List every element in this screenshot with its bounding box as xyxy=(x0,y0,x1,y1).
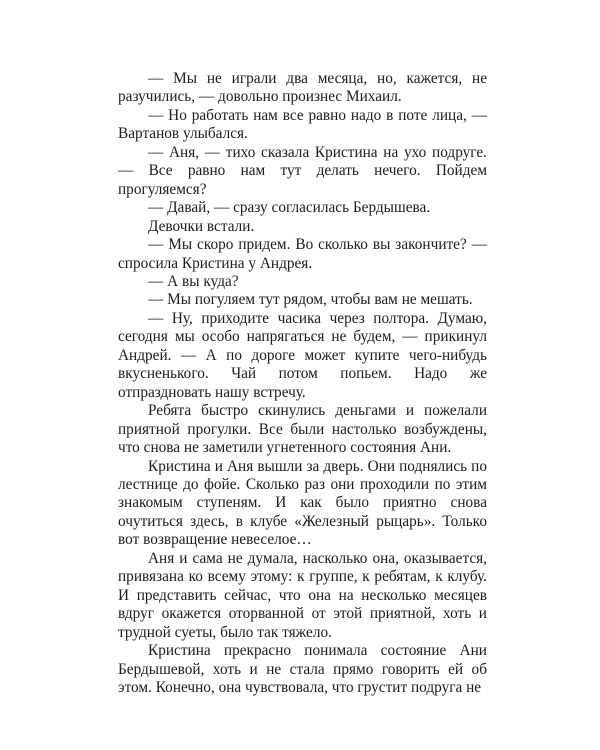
paragraph: — Аня, — тихо сказала Кристина на ухо подруге. — Все равно нам тут делать нечего. Пойдем прогуляемся? xyxy=(118,143,487,198)
paragraph: Девочки встали. xyxy=(148,217,255,235)
paragraph: — Мы погуляем тут рядом, чтобы вам не мешать. xyxy=(148,291,473,309)
body-text xyxy=(118,70,487,697)
paragraph: — А вы куда? xyxy=(148,272,239,290)
paragraph: — Но работать нам все равно надо в поте лица, — Вартанов улыбался. xyxy=(118,106,487,143)
paragraph: — Ну, приходите часика через полтора. Думаю, сегодня мы особо напрягаться не будем, — прикинул Андрей. — А по дороге может купите чего-нибудь вкусненького. Чай потом попьем. Надо же отпраздновать нашу встречу. xyxy=(118,309,487,401)
paragraph: — Мы скоро придем. Во сколько вы закончите? — спросила Кристина у Андрея. xyxy=(118,236,487,272)
paragraph: Кристина прекрасно понимала состояние Ани Бердышевой, хоть и не стала прямо говорить ей об этом. Конечно, она чувствовала, что грустит подруга не xyxy=(118,642,487,696)
paragraph: Аня и сама не думала, насколько она, оказывается, привязана ко всему этому: к группе, к ребятам, к клубу. И представить сейчас, что она на несколько месяцев вдруг окажется оторванной от этой приятной, хоть и трудной суеты, было так тяжело. xyxy=(118,549,487,641)
paragraph: — Мы не играли два месяца, но, кажется, не разучились, — довольно произнес Михаил. xyxy=(118,70,487,106)
paragraph: Ребята быстро скинулись деньгами и пожелали приятной прогулки. Все были настолько возбуждены, что снова не заметили угнетенного состояния Ани. xyxy=(118,402,487,457)
paragraph: Кристина и Аня вышли за дверь. Они поднялись по лестнице до фойе. Сколько раз они проходили по этим знакомым ступеням. И как было приятно снова очутиться здесь, в клубе «Железный рыцарь». Только вот возвращение невеселое… xyxy=(118,457,487,549)
paragraph: — Давай, — сразу согласилась Бердышева. xyxy=(148,199,431,217)
